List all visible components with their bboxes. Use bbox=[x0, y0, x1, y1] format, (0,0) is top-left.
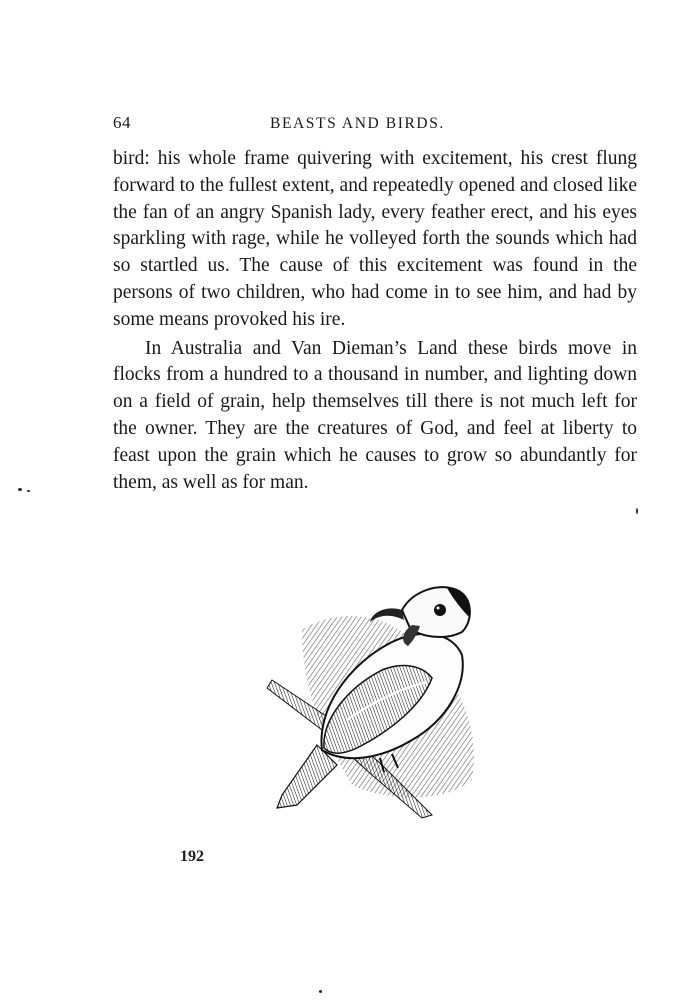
running-head: BEASTS AND BIRDS. bbox=[270, 115, 445, 132]
crested-bird-engraving-icon bbox=[262, 570, 492, 820]
ink-speck bbox=[636, 508, 638, 514]
body-text bbox=[113, 146, 637, 496]
bird-illustration bbox=[262, 570, 492, 820]
page-number: 64 bbox=[113, 113, 131, 132]
ink-speck bbox=[18, 488, 22, 491]
paragraph: In Australia and Van Dieman’s Land these birds move in flocks from a hundred to a thousand in number, and lighting down on a field of grain, help themselves till there is not much left for the owner. They are the creatures of God, and feel at liberty to feast upon the grain which he causes to grow so abundantly for them, as well as for man. bbox=[113, 337, 637, 493]
signature-mark: 192 bbox=[180, 848, 204, 865]
ink-speck bbox=[319, 990, 322, 993]
paragraph: bird: his whole frame quivering with excitement, his crest flung forward to the fullest extent, and repeatedly opened and closed like the fan of an angry Spanish lady, every feather erect, and his eyes sparkling with rage, while he volleyed forth the sounds which had so startled us. The cause of this excitement was found in the persons of two children, who had come in to see him, and had by some means provoked his ire. bbox=[113, 148, 637, 330]
ink-speck bbox=[27, 490, 30, 492]
